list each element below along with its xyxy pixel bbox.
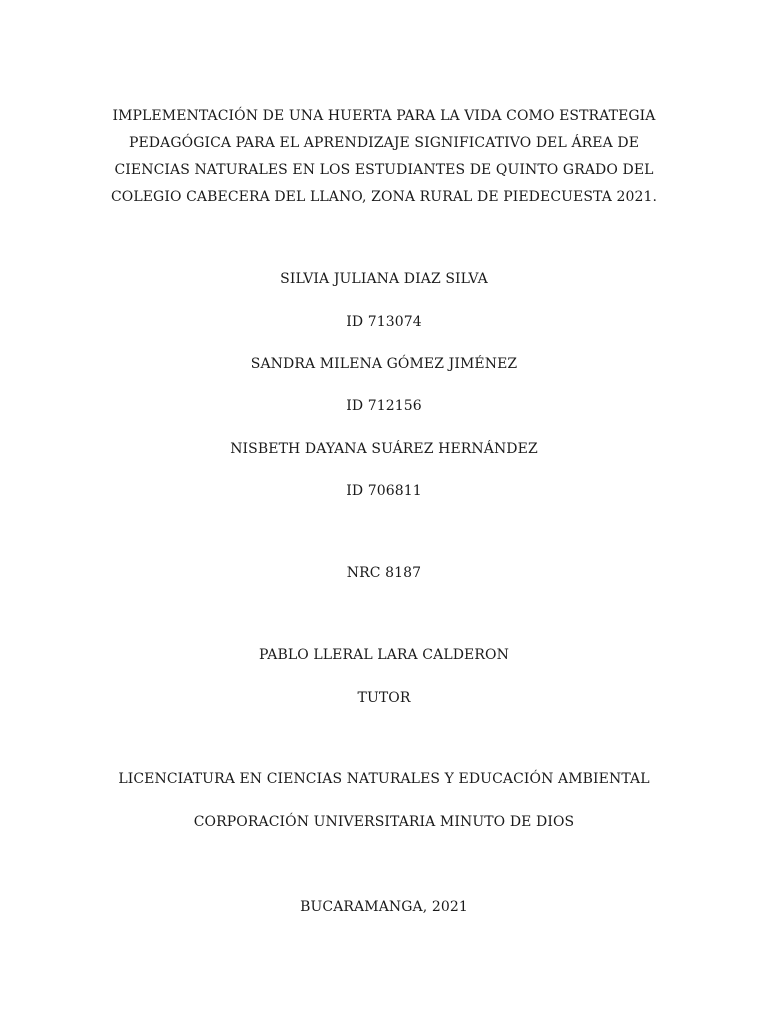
tutor-role: TUTOR bbox=[357, 690, 411, 706]
program-name: LICENCIATURA EN CIENCIAS NATURALES Y EDUCACIÓN AMBIENTAL bbox=[118, 771, 650, 787]
author-id-2: ID 712156 bbox=[346, 398, 422, 414]
title-line-4: COLEGIO CABECERA DEL LLANO, ZONA RURAL DE PIEDECUESTA 2021. bbox=[110, 189, 658, 205]
author-name-1: SILVIA JULIANA DIAZ SILVA bbox=[280, 271, 488, 287]
author-id-1: ID 713074 bbox=[346, 314, 422, 330]
author-name-3: NISBETH DAYANA SUÁREZ HERNÁNDEZ bbox=[230, 441, 538, 457]
title-line-1: IMPLEMENTACIÓN DE UNA HUERTA PARA LA VIDA COMO ESTRATEGIA bbox=[112, 108, 656, 124]
nrc-code: NRC 8187 bbox=[346, 565, 422, 581]
tutor-name: PABLO LLERAL LARA CALDERON bbox=[259, 647, 509, 663]
institution-name: CORPORACIÓN UNIVERSITARIA MINUTO DE DIOS bbox=[193, 814, 575, 830]
title-line-2: PEDAGÓGICA PARA EL APRENDIZAJE SIGNIFICATIVO DEL ÁREA DE bbox=[128, 135, 640, 151]
city-year: BUCARAMANGA, 2021 bbox=[300, 899, 468, 915]
title-line-3: CIENCIAS NATURALES EN LOS ESTUDIANTES DE QUINTO GRADO DEL bbox=[114, 162, 654, 178]
author-id-3: ID 706811 bbox=[346, 483, 422, 499]
author-name-2: SANDRA MILENA GÓMEZ JIMÉNEZ bbox=[250, 356, 518, 372]
